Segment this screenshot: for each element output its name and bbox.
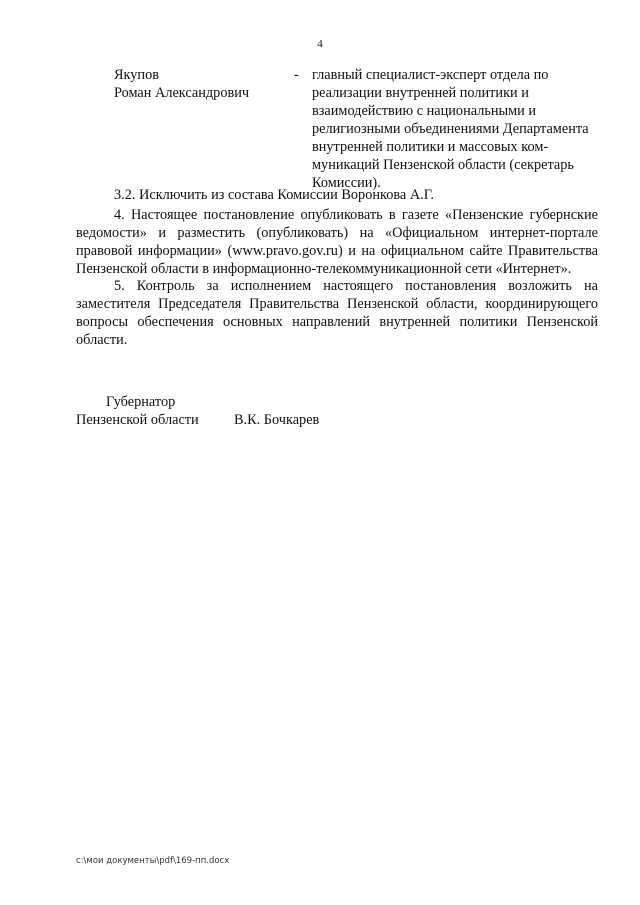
member-name (114, 66, 314, 102)
member-role-line: религиозными объединениями Департамента (312, 121, 589, 137)
member-role-line: главный специалист-эксперт отдела по (312, 67, 549, 83)
footer-file-path: c:\мои документы\pdf\169-пп.docx (76, 856, 230, 866)
member-given-names: Роман Александрович (114, 85, 250, 101)
member-surname: Якупов (114, 67, 159, 83)
page-number: 4 (317, 38, 323, 50)
member-role-line: внутренней политики и массовых ком- (312, 139, 549, 155)
signature-title-line2: Пензенской области (76, 412, 199, 428)
member-role-line: взаимодействию с национальными и (312, 103, 537, 119)
member-role-line: муникаций Пензенской области (секретарь (312, 157, 574, 173)
paragraph-3-2: 3.2. Исключить из состава Комиссии Воронкова А.Г. (114, 187, 434, 203)
member-dash: - (294, 67, 299, 83)
paragraph-4: 4. Настоящее постановление опубликовать в газете «Пензенские губернские ведомости» и разместить (опубликовать) на «Официальном интернет-портале правовой информации» (www.pravo.gov.ru) и на официальном сайте Правительства Пензенской области в информационно-телекоммуникационной сети «Интернет». (76, 207, 598, 277)
member-role (312, 66, 598, 192)
member-role-line: реализации внутренней политики и (312, 85, 529, 101)
commission-member-entry (76, 66, 598, 191)
member-role-line: Комиссии). (312, 175, 381, 191)
signature-name: В.К. Бочкарев (234, 412, 320, 428)
paragraph-5: 5. Контроль за исполнением настоящего постановления возложить на заместителя Председателя Правительства Пензенской области, координирующего вопросы обеспечения основных направлений внутренней политики Пензенской области. (76, 278, 598, 348)
signature-title-line1: Губернатор (106, 394, 176, 410)
